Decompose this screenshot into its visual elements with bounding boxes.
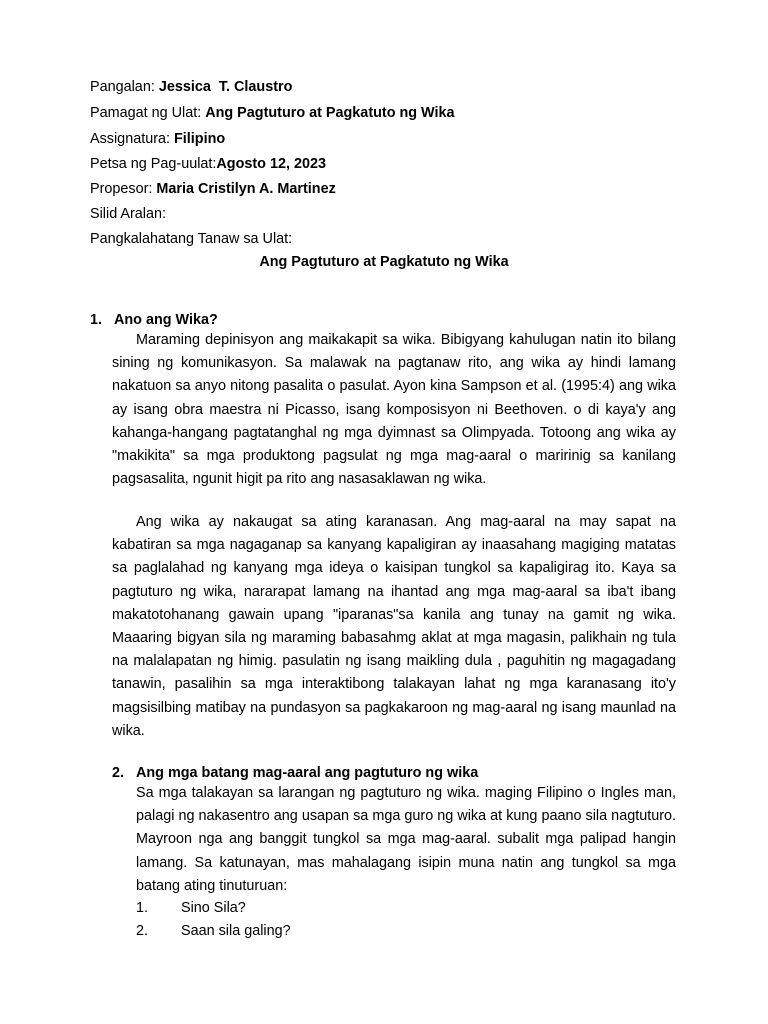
date-label: Petsa ng Pag-uulat:	[90, 156, 217, 172]
section-1-number: 1.	[90, 312, 103, 328]
list-item	[136, 899, 246, 917]
professor-value: Maria Cristilyn A. Martinez	[156, 181, 336, 197]
section-1-paragraph-2: Ang wika ay nakaugat sa ating karanasan. Ang mag-aaral na may sapat na kabatiran sa mga nagaganap sa kanyang kapaligiran ay inaasahang magiging matatas sa paglalahad ng kanyang mga ideya o kaisipan tungkol sa kapaligirag ito. Kaya sa pagtuturo ng wika, nararapat lamang na ihantad ang mga mag-aaral sa iba't ibang makatotohanang gawain upang "iparanas"sa kanila ang tunay na gamit ng wika. Maaaring bigyan sila ng maraming babasahmg aklat at mga magasin, palikhain ng tula na malalapatan ng himig. pasulatin ng isang maikling dula , paguhitin ng magagadang tanawin, pasalihin sa mga interaktibong talakayan lahat ng mga karanasang ito'y magsisilbing matibay na pundasyon sa pagkakaroon ng mag-aaral ng isang maunlad na wika.	[112, 514, 676, 739]
list-item-number: 2.	[136, 923, 149, 939]
room-line	[90, 205, 166, 223]
list-item-text: Sino Sila?	[181, 900, 246, 916]
date-value: Agosto 12, 2023	[216, 156, 326, 172]
room-label: Silid Aralan:	[90, 206, 166, 222]
section-1-title: Ano ang Wika?	[114, 312, 218, 328]
name-value: Jessica T. Claustro	[158, 79, 293, 95]
overview-line	[90, 230, 292, 248]
list-item-number: 1.	[136, 900, 149, 916]
subject-value: Filipino	[174, 131, 226, 147]
name-line	[90, 78, 292, 96]
section-2-number: 2.	[112, 765, 125, 781]
report-title-value: Ang Pagtuturo at Pagkatuto ng Wika	[205, 105, 455, 121]
subject-line	[90, 130, 225, 148]
section-2-title: Ang mga batang mag-aaral ang pagtuturo ng wika	[136, 765, 479, 781]
overview-label: Pangkalahatang Tanaw sa Ulat:	[90, 231, 293, 247]
date-line	[90, 155, 326, 173]
document-title: Ang Pagtuturo at Pagkatuto ng Wika	[259, 254, 509, 270]
section-2-heading	[112, 764, 478, 782]
report-title-line	[90, 104, 455, 122]
section-2-paragraph-1: Sa mga talakayan sa larangan ng pagtuturo ng wika. maging Filipino o Ingles man, palagi ng nakasentro ang usapan sa mga guro ng wika at kung paano sila nagtuturo. Mayroon nga ang banggit tungkol sa mga mag-aaral. subalit mga palipad hangin lamang. Sa katunayan, mas mahalagang isipin muna natin ang tungkol sa mga batang ating tinuturuan:	[136, 785, 676, 894]
list-item	[136, 922, 291, 940]
section-1-heading	[90, 311, 218, 329]
report-title-label: Pamagat ng Ulat:	[90, 105, 206, 121]
name-label: Pangalan:	[90, 79, 159, 95]
professor-line	[90, 180, 336, 198]
list-item-text: Saan sila galing?	[181, 923, 291, 939]
section-1-paragraph-1: Maraming depinisyon ang maikakapit sa wika. Bibigyang kahulugan natin ito bilang sining ng komunikasyon. Sa malawak na pagtanaw rito, ang wika ay hindi lamang nakatuon sa anyo nitong pasalita o pasulat. Ayon kina Sampson et al. (1995:4) ang wika ay isang obra maestra ni Picasso, isang komposisyon ni Beethoven. o di kaya'y ang kahanga-hangang pagtatanghal ng mga dyimnast sa Olimpyada. Totoong ang wika ay "makikita" sa mga produktong pagsulat ng mga mag-aaral o maririnig sa kanilang pagsasalita, ngunit higit pa rito ang nasasaklawan ng wika.	[112, 332, 676, 488]
professor-label: Propesor:	[90, 181, 157, 197]
subject-label: Assignatura:	[90, 131, 174, 147]
